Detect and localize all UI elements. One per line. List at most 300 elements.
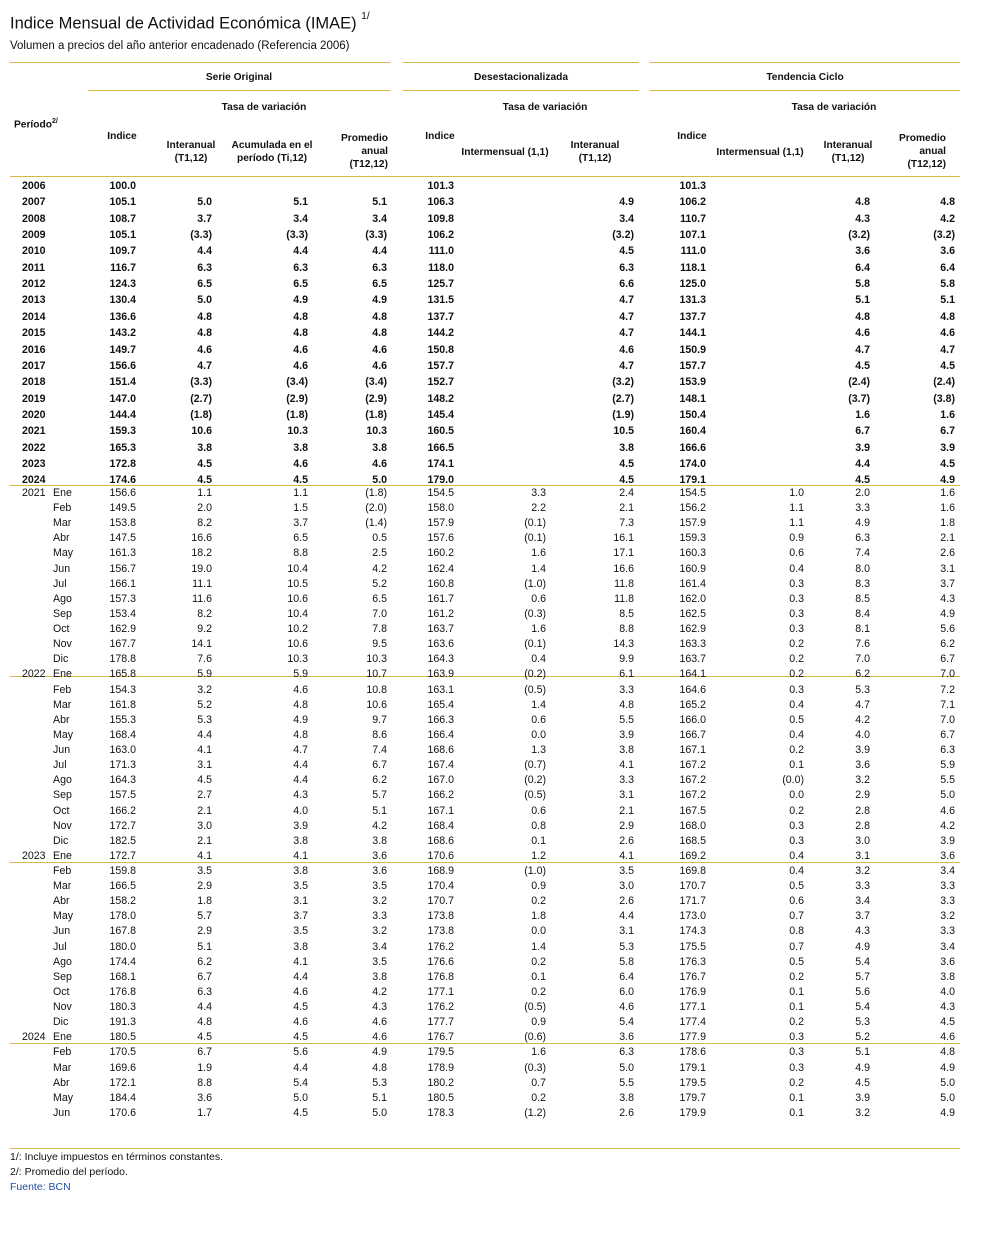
- cell-orig-indice: 161.3: [109, 547, 136, 560]
- cell-orig-promedio: 8.6: [372, 728, 387, 741]
- cell-orig-acumulada: 4.5: [293, 474, 308, 487]
- cell-orig-promedio: 3.2: [372, 895, 387, 908]
- cell-orig-acumulada: 4.1: [293, 849, 308, 862]
- cell-ten-indice: 167.2: [679, 759, 706, 772]
- cell-des-interanual: 2.6: [619, 1106, 634, 1119]
- cell-orig-acumulada: 4.8: [293, 327, 308, 340]
- cell-ten-indice: 161.4: [679, 577, 706, 590]
- cell-des-indice: 157.9: [427, 517, 454, 530]
- cell-ten-interanual: 3.1: [855, 849, 870, 862]
- cell-orig-interanual: 6.2: [197, 955, 212, 968]
- cell-des-intermensual: 0.2: [531, 1091, 546, 1104]
- cell-des-indice: 111.0: [428, 245, 454, 258]
- cell-ten-promedio: 5.5: [940, 774, 955, 787]
- cell-orig-indice: 171.3: [109, 759, 136, 772]
- cell-orig-acumulada: 3.7: [293, 910, 308, 923]
- cell-orig-interanual: 2.1: [197, 804, 212, 817]
- cell-orig-indice: 105.1: [109, 229, 136, 242]
- cell-ten-promedio: 2.6: [940, 547, 955, 560]
- cell-orig-promedio: 7.4: [372, 744, 387, 757]
- cell-des-intermensual: 0.0: [531, 925, 546, 938]
- cell-orig-interanual: 1.8: [197, 895, 212, 908]
- cell-ten-indice: 167.2: [679, 789, 706, 802]
- cell-orig-promedio: 10.8: [366, 683, 387, 696]
- cell-ten-promedio: 3.4: [940, 940, 955, 953]
- cell-ten-indice: 176.9: [679, 985, 706, 998]
- cell-orig-acumulada: 6.3: [293, 261, 308, 274]
- cell-orig-indice: 180.5: [109, 1031, 136, 1044]
- cell-ten-interanual: 3.7: [855, 910, 870, 923]
- cell-ten-indice: 160.9: [679, 562, 706, 575]
- cell-ten-promedio: 4.7: [940, 343, 955, 356]
- cell-des-intermensual: (0.6): [524, 1031, 546, 1044]
- cell-des-interanual: 3.0: [619, 880, 634, 893]
- cell-ten-promedio: 3.6: [940, 955, 955, 968]
- cell-ten-intermensual: 0.4: [789, 698, 804, 711]
- cell-des-intermensual: (0.2): [524, 774, 546, 787]
- cell-ten-intermensual: 0.1: [789, 759, 804, 772]
- cell-orig-indice: 105.1: [109, 196, 136, 209]
- cell-ten-intermensual: 0.3: [789, 683, 804, 696]
- cell-orig-promedio: 4.6: [372, 1016, 387, 1029]
- cell-ten-promedio: 4.9: [940, 607, 955, 620]
- cell-ten-interanual: 4.5: [855, 359, 870, 372]
- cell-des-intermensual: (0.3): [524, 1061, 546, 1074]
- cell-ten-interanual: 2.8: [855, 804, 870, 817]
- cell-orig-promedio: 7.0: [372, 607, 387, 620]
- cell-des-intermensual: 0.9: [531, 880, 546, 893]
- cell-ten-interanual: 5.8: [855, 278, 870, 291]
- cell-orig-acumulada: 4.3: [293, 789, 308, 802]
- period-year: 2021: [22, 487, 46, 499]
- cell-des-indice: 160.2: [427, 547, 454, 560]
- cell-ten-promedio: 4.8: [940, 196, 955, 209]
- cell-orig-promedio: 4.9: [372, 294, 387, 307]
- cell-orig-promedio: 3.2: [372, 925, 387, 938]
- cell-des-indice: 176.2: [427, 940, 454, 953]
- cell-orig-acumulada: 6.5: [293, 278, 308, 291]
- cell-orig-interanual: 5.7: [197, 910, 212, 923]
- cell-orig-indice: 180.3: [109, 1001, 136, 1014]
- cell-des-indice: 176.2: [427, 1001, 454, 1014]
- cell-ten-indice: 165.2: [679, 698, 706, 711]
- period-year: 2022: [22, 441, 46, 454]
- table-row-month: [0, 880, 990, 894]
- cell-ten-interanual: 5.2: [855, 1031, 870, 1044]
- period-month: Ene: [53, 668, 72, 681]
- cell-orig-indice: 151.4: [109, 376, 136, 389]
- cell-orig-promedio: 4.8: [372, 327, 387, 340]
- period-year: 2007: [22, 196, 46, 209]
- period-year: 2012: [22, 278, 46, 291]
- cell-ten-interanual: 5.3: [855, 1016, 870, 1029]
- cell-des-intermensual: 0.2: [531, 955, 546, 968]
- cell-orig-indice: 136.6: [109, 310, 136, 323]
- cell-ten-indice: 154.5: [679, 487, 706, 499]
- cell-ten-interanual: (3.2): [848, 229, 870, 242]
- period-year: 2016: [22, 343, 46, 356]
- cell-ten-promedio: 5.9: [940, 759, 955, 772]
- cell-orig-indice: 156.6: [109, 487, 136, 499]
- cell-orig-acumulada: 8.8: [293, 547, 308, 560]
- cell-orig-interanual: 1.9: [197, 1061, 212, 1074]
- cell-orig-promedio: 5.1: [372, 1091, 387, 1104]
- cell-ten-promedio: 4.9: [940, 1106, 955, 1119]
- cell-orig-interanual: (2.7): [190, 392, 212, 405]
- cell-orig-indice: 176.8: [109, 985, 136, 998]
- cell-des-indice: 170.7: [427, 895, 454, 908]
- cell-ten-interanual: 6.3: [855, 532, 870, 545]
- cell-orig-promedio: 4.6: [372, 1031, 387, 1044]
- header-group-desestacionalizada: Desestacionalizada: [474, 72, 568, 83]
- cell-orig-interanual: 11.6: [192, 592, 212, 605]
- cell-des-indice: 168.9: [427, 865, 454, 877]
- table-row-annual: [0, 442, 990, 456]
- cell-ten-indice: 177.4: [679, 1016, 706, 1029]
- period-year: 2008: [22, 212, 46, 225]
- cell-orig-interanual: 3.5: [197, 865, 212, 877]
- cell-orig-interanual: 8.2: [197, 607, 212, 620]
- period-year: 2023: [22, 457, 46, 470]
- cell-ten-indice: 137.7: [679, 310, 706, 323]
- cell-ten-intermensual: 0.2: [789, 804, 804, 817]
- cell-orig-indice: 170.6: [109, 1106, 136, 1119]
- header-indice-des: Indice: [425, 131, 455, 142]
- cell-ten-interanual: 2.8: [855, 819, 870, 832]
- cell-ten-promedio: 5.1: [940, 294, 955, 307]
- table-row-month: [0, 789, 990, 803]
- cell-des-indice: 163.1: [427, 683, 454, 696]
- cell-des-intermensual: 0.8: [531, 819, 546, 832]
- cell-ten-indice: 164.6: [679, 683, 706, 696]
- cell-ten-interanual: (3.7): [848, 392, 870, 405]
- period-year: 2024: [22, 474, 46, 487]
- cell-orig-acumulada: 10.2: [287, 623, 308, 636]
- cell-orig-acumulada: 4.5: [293, 1106, 308, 1119]
- period-month: Oct: [53, 985, 70, 998]
- cell-orig-indice: 174.4: [109, 955, 136, 968]
- cell-orig-acumulada: 10.3: [287, 425, 308, 438]
- cell-orig-indice: 159.3: [109, 425, 136, 438]
- cell-des-interanual: 4.5: [619, 474, 634, 487]
- cell-ten-intermensual: 0.1: [789, 985, 804, 998]
- cell-ten-promedio: 6.7: [940, 653, 955, 666]
- cell-des-indice: 163.6: [427, 638, 454, 651]
- cell-ten-interanual: 6.4: [855, 261, 870, 274]
- table-row-annual: [0, 245, 990, 259]
- cell-des-indice: 144.2: [427, 327, 454, 340]
- cell-ten-interanual: 3.6: [855, 759, 870, 772]
- cell-des-indice: 173.8: [427, 925, 454, 938]
- cell-orig-promedio: 5.0: [372, 1106, 387, 1119]
- cell-ten-promedio: 6.7: [940, 425, 955, 438]
- cell-des-indice: 101.3: [427, 180, 454, 192]
- cell-des-interanual: 2.4: [619, 487, 634, 499]
- cell-orig-promedio: 4.3: [372, 1001, 387, 1014]
- cell-des-intermensual: 0.1: [531, 970, 546, 983]
- cell-ten-indice: 168.0: [679, 819, 706, 832]
- cell-des-intermensual: (0.5): [524, 1001, 546, 1014]
- cell-des-interanual: 10.5: [613, 425, 634, 438]
- cell-ten-indice: 111.0: [680, 245, 706, 258]
- period-year: 2009: [22, 229, 46, 242]
- cell-ten-indice: 166.6: [679, 441, 706, 454]
- cell-ten-promedio: 4.6: [940, 804, 955, 817]
- cell-ten-promedio: 7.0: [940, 668, 955, 681]
- cell-orig-acumulada: 10.4: [287, 607, 308, 620]
- cell-des-indice: 166.5: [427, 441, 454, 454]
- cell-ten-intermensual: 0.5: [789, 955, 804, 968]
- cell-ten-promedio: 6.4: [940, 261, 955, 274]
- cell-orig-indice: 162.9: [109, 623, 136, 636]
- cell-orig-promedio: 7.8: [372, 623, 387, 636]
- cell-ten-intermensual: 0.5: [789, 713, 804, 726]
- cell-ten-promedio: 4.3: [940, 592, 955, 605]
- table-row-annual: [0, 229, 990, 243]
- cell-ten-promedio: 1.6: [940, 487, 955, 499]
- footnote-1: 1/: Incluye impuestos en términos constantes.: [10, 1151, 224, 1163]
- cell-ten-intermensual: 0.6: [789, 895, 804, 908]
- cell-des-indice: 145.4: [427, 408, 454, 421]
- cell-ten-intermensual: 0.2: [789, 668, 804, 681]
- cell-des-indice: 167.0: [427, 774, 454, 787]
- cell-orig-interanual: 6.7: [197, 970, 212, 983]
- cell-des-indice: 157.7: [427, 359, 454, 372]
- table-row-month: [0, 805, 990, 819]
- cell-orig-indice: 159.8: [109, 865, 136, 877]
- period-year: 2015: [22, 327, 46, 340]
- cell-ten-intermensual: 0.8: [789, 925, 804, 938]
- cell-orig-indice: 130.4: [109, 294, 136, 307]
- cell-des-interanual: 3.5: [619, 865, 634, 877]
- cell-orig-indice: 166.2: [109, 804, 136, 817]
- cell-orig-interanual: 1.7: [197, 1106, 212, 1119]
- cell-ten-interanual: 2.0: [855, 487, 870, 499]
- cell-ten-promedio: 7.1: [940, 698, 955, 711]
- table-row-month: [0, 925, 990, 939]
- cell-ten-indice: 159.3: [679, 532, 706, 545]
- cell-ten-intermensual: 0.7: [789, 910, 804, 923]
- cell-ten-indice: 166.7: [679, 728, 706, 741]
- cell-orig-promedio: 4.2: [372, 985, 387, 998]
- cell-des-intermensual: 1.4: [531, 698, 546, 711]
- period-year: 2024: [22, 1031, 46, 1044]
- table-row-month: [0, 502, 990, 516]
- cell-ten-intermensual: 0.2: [789, 1016, 804, 1029]
- cell-ten-indice: 163.3: [679, 638, 706, 651]
- cell-des-indice: 109.8: [427, 212, 454, 225]
- table-row-month: [0, 653, 990, 667]
- cell-ten-indice: 179.7: [679, 1091, 706, 1104]
- cell-orig-promedio: 6.5: [372, 592, 387, 605]
- period-month: Jun: [53, 1106, 71, 1119]
- cell-ten-intermensual: 0.4: [789, 562, 804, 575]
- cell-des-intermensual: (0.2): [524, 668, 546, 681]
- cell-ten-interanual: 3.4: [855, 895, 870, 908]
- cell-des-indice: 179.0: [427, 474, 454, 487]
- cell-ten-interanual: 3.2: [855, 1106, 870, 1119]
- cell-ten-intermensual: 0.6: [789, 547, 804, 560]
- period-month: Abr: [53, 532, 70, 545]
- cell-ten-promedio: 4.5: [940, 359, 955, 372]
- cell-orig-indice: 155.3: [109, 713, 136, 726]
- period-month: Jul: [53, 577, 67, 590]
- cell-orig-indice: 170.5: [109, 1046, 136, 1059]
- cell-des-interanual: 4.4: [619, 910, 634, 923]
- cell-orig-acumulada: 3.8: [293, 865, 308, 877]
- period-month: Mar: [53, 880, 72, 893]
- cell-des-indice: 174.1: [427, 457, 454, 470]
- period-month: Dic: [53, 834, 69, 847]
- cell-orig-interanual: 9.2: [197, 623, 212, 636]
- cell-orig-indice: 167.7: [109, 638, 136, 651]
- cell-des-indice: 168.6: [427, 834, 454, 847]
- table-row-month: [0, 593, 990, 607]
- cell-ten-indice: 167.5: [679, 804, 706, 817]
- cell-ten-interanual: 7.6: [855, 638, 870, 651]
- period-month: Ago: [53, 592, 72, 605]
- cell-des-interanual: 4.9: [619, 196, 634, 209]
- cell-ten-promedio: 3.6: [940, 245, 955, 258]
- cell-ten-promedio: 3.7: [940, 577, 955, 590]
- cell-des-indice: 158.0: [427, 502, 454, 515]
- cell-orig-acumulada: 5.9: [293, 668, 308, 681]
- cell-ten-promedio: 3.3: [940, 880, 955, 893]
- cell-orig-promedio: 5.1: [372, 804, 387, 817]
- period-year: 2006: [22, 180, 46, 192]
- table-row-month: [0, 668, 990, 682]
- cell-ten-intermensual: 0.1: [789, 1106, 804, 1119]
- cell-orig-promedio: 5.0: [372, 474, 387, 487]
- cell-ten-interanual: 5.3: [855, 683, 870, 696]
- cell-orig-indice: 153.8: [109, 517, 136, 530]
- cell-ten-promedio: 6.2: [940, 638, 955, 651]
- cell-orig-acumulada: 1.5: [293, 502, 308, 515]
- cell-orig-acumulada: 4.8: [293, 728, 308, 741]
- cell-ten-promedio: 7.2: [940, 683, 955, 696]
- cell-orig-interanual: 5.0: [197, 196, 212, 209]
- cell-orig-promedio: 5.3: [372, 1076, 387, 1089]
- table-row-annual: [0, 344, 990, 358]
- cell-orig-acumulada: (3.4): [286, 376, 308, 389]
- cell-ten-promedio: 3.6: [940, 849, 955, 862]
- cell-orig-indice: 178.0: [109, 910, 136, 923]
- cell-orig-acumulada: 10.6: [287, 592, 308, 605]
- cell-des-intermensual: 1.8: [531, 910, 546, 923]
- table-row-month: [0, 578, 990, 592]
- header-interanual-orig: Interanual (T1,12): [166, 140, 216, 164]
- cell-orig-interanual: 3.7: [197, 212, 212, 225]
- cell-orig-interanual: 6.3: [197, 985, 212, 998]
- cell-ten-indice: 153.9: [679, 376, 706, 389]
- cell-orig-acumulada: (1.8): [286, 408, 308, 421]
- cell-des-interanual: 4.7: [619, 294, 634, 307]
- cell-des-indice: 152.7: [427, 376, 454, 389]
- cell-ten-promedio: 3.1: [940, 562, 955, 575]
- table-row-month: [0, 563, 990, 577]
- cell-orig-acumulada: 4.8: [293, 698, 308, 711]
- cell-des-interanual: 2.9: [619, 819, 634, 832]
- cell-orig-promedio: 4.6: [372, 343, 387, 356]
- cell-orig-interanual: 5.1: [197, 940, 212, 953]
- period-month: Feb: [53, 1046, 72, 1059]
- cell-orig-promedio: 3.8: [372, 834, 387, 847]
- cell-ten-interanual: 4.5: [855, 474, 870, 487]
- cell-orig-interanual: 5.2: [197, 698, 212, 711]
- cell-ten-promedio: (2.4): [933, 376, 955, 389]
- cell-orig-acumulada: 4.6: [293, 343, 308, 356]
- period-month: Abr: [53, 713, 70, 726]
- cell-orig-indice: 172.7: [109, 849, 136, 862]
- cell-des-indice: 131.5: [427, 294, 454, 307]
- cell-des-interanual: 16.6: [613, 562, 634, 575]
- cell-des-interanual: 5.0: [619, 1061, 634, 1074]
- cell-orig-promedio: 5.1: [372, 196, 387, 209]
- cell-des-intermensual: (0.5): [524, 789, 546, 802]
- cell-orig-indice: 164.3: [109, 774, 136, 787]
- cell-ten-promedio: 4.8: [940, 1046, 955, 1059]
- cell-ten-intermensual: 1.1: [789, 517, 804, 530]
- cell-ten-interanual: 4.8: [855, 196, 870, 209]
- table-row-annual: [0, 311, 990, 325]
- cell-ten-intermensual: 0.3: [789, 577, 804, 590]
- cell-des-interanual: 6.1: [619, 668, 634, 681]
- cell-orig-acumulada: (3.3): [286, 229, 308, 242]
- period-month: Ene: [53, 487, 72, 499]
- table-row-month: [0, 623, 990, 637]
- cell-des-indice: 164.3: [427, 653, 454, 666]
- table-row-annual: [0, 180, 990, 194]
- cell-orig-acumulada: 3.4: [293, 212, 308, 225]
- cell-des-indice: 177.1: [427, 985, 454, 998]
- table-row-month: [0, 638, 990, 652]
- cell-orig-acumulada: 4.6: [293, 457, 308, 470]
- period-month: Mar: [53, 1061, 72, 1074]
- cell-ten-intermensual: 0.3: [789, 834, 804, 847]
- cell-ten-intermensual: 1.1: [789, 502, 804, 515]
- cell-orig-indice: 184.4: [109, 1091, 136, 1104]
- cell-orig-indice: 167.8: [109, 925, 136, 938]
- cell-des-intermensual: (0.1): [524, 517, 546, 530]
- header-period: Período$^{2/}$: [14, 118, 58, 131]
- cell-orig-promedio: 3.5: [372, 880, 387, 893]
- cell-ten-interanual: 3.0: [855, 834, 870, 847]
- table-row-annual: [0, 360, 990, 374]
- cell-des-interanual: 6.0: [619, 985, 634, 998]
- cell-ten-promedio: 3.2: [940, 910, 955, 923]
- table-row-annual: [0, 327, 990, 341]
- cell-orig-interanual: 3.6: [197, 1091, 212, 1104]
- cell-des-interanual: 4.5: [619, 457, 634, 470]
- period-month: May: [53, 728, 74, 741]
- footnote-source: Fuente: BCN: [10, 1181, 71, 1193]
- period-year: 2013: [22, 294, 46, 307]
- table-row-month: [0, 759, 990, 773]
- cell-des-indice: 178.3: [427, 1106, 454, 1119]
- cell-orig-indice: 156.7: [109, 562, 136, 575]
- cell-orig-promedio: 10.7: [366, 668, 387, 681]
- cell-ten-promedio: 3.9: [940, 441, 955, 454]
- cell-des-interanual: 2.1: [619, 804, 634, 817]
- cell-ten-indice: 179.9: [679, 1106, 706, 1119]
- cell-orig-promedio: 4.2: [372, 819, 387, 832]
- cell-ten-interanual: (2.4): [848, 376, 870, 389]
- cell-des-interanual: 3.8: [619, 744, 634, 757]
- cell-des-indice: 157.6: [427, 532, 454, 545]
- table-row-month: [0, 699, 990, 713]
- cell-orig-acumulada: 4.6: [293, 359, 308, 372]
- cell-des-indice: 167.1: [427, 804, 454, 817]
